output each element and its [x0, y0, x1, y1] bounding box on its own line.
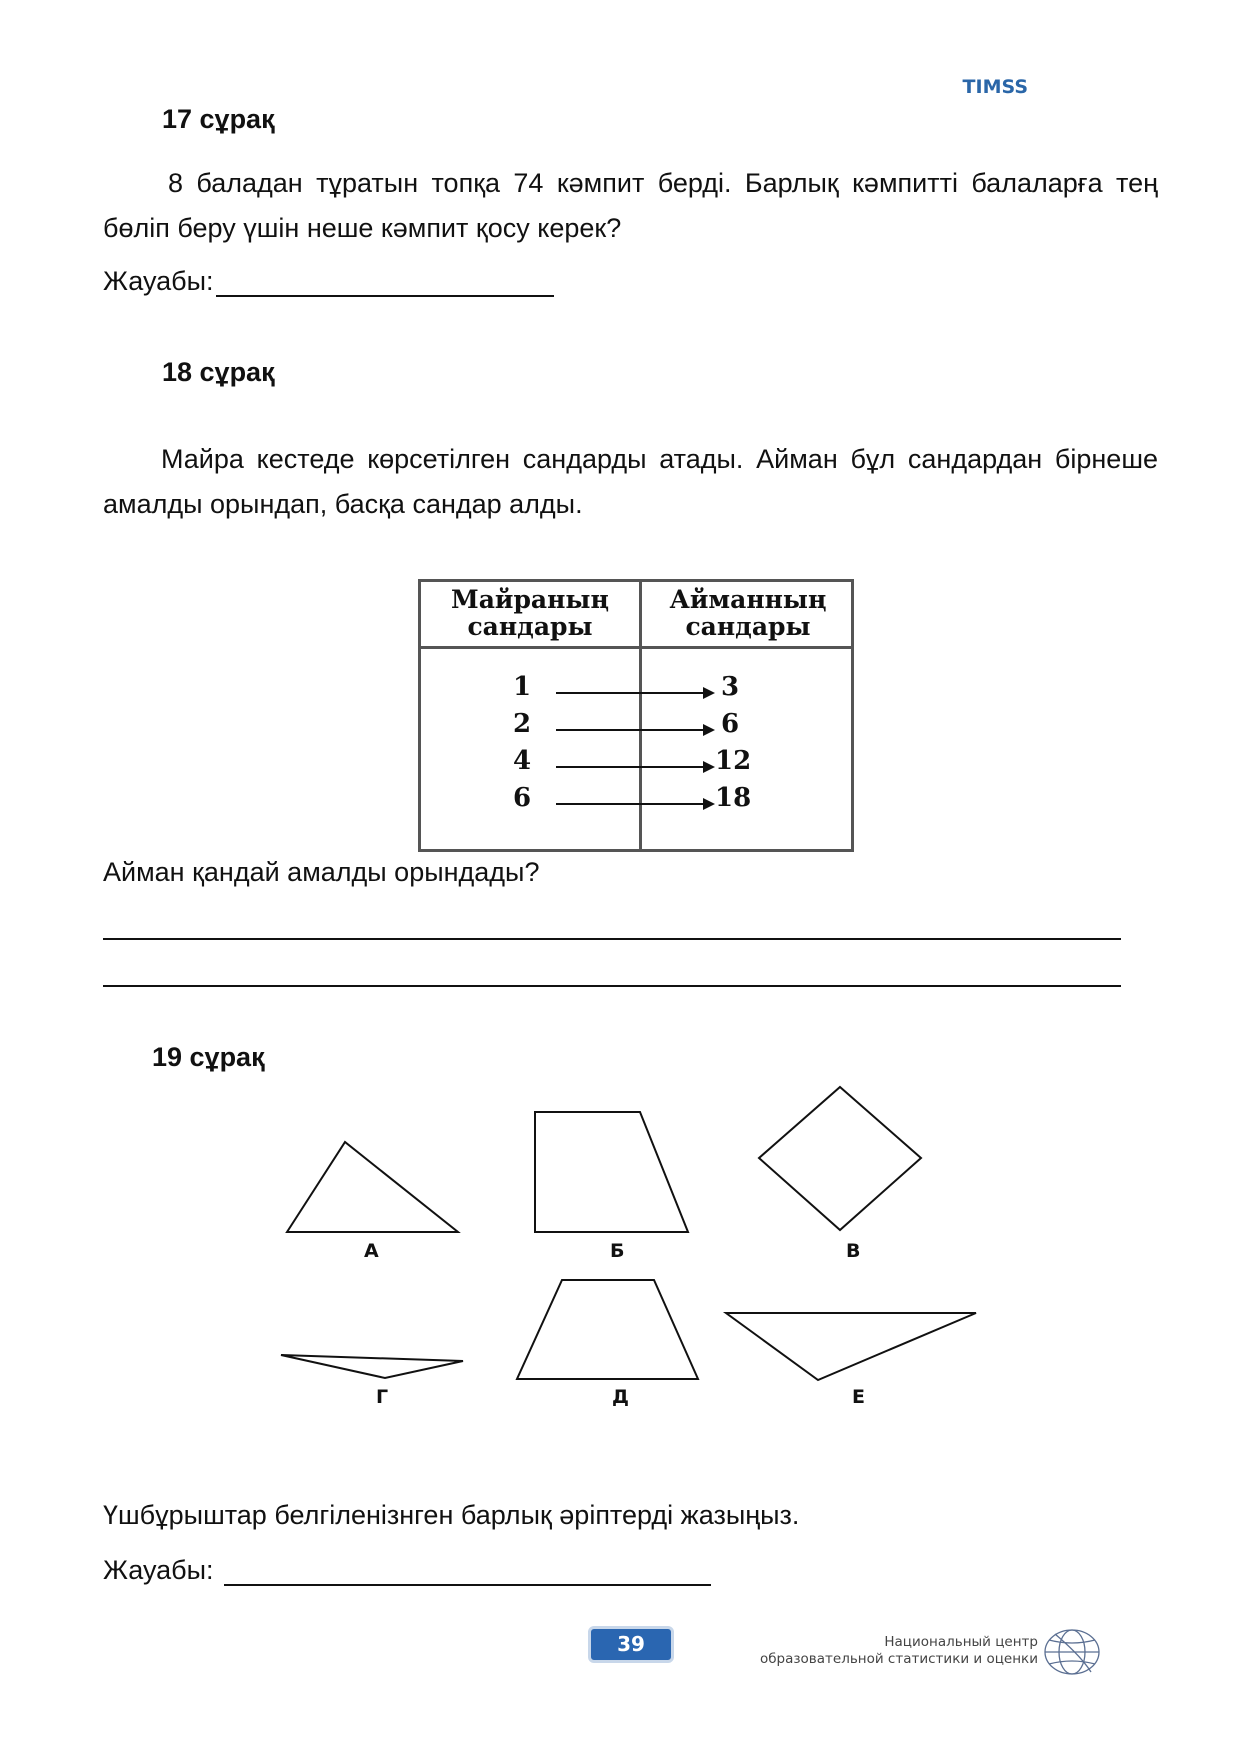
question-18-text: Майра кестеде көрсетілген сандарды атады. Айман бұл сандардан бірнеше амалды орындап, басқа сандар алды.	[103, 444, 1158, 519]
shape-a-triangle	[287, 1142, 458, 1232]
question-19-prompt: Үшбұрыштар белгіленізнген барлық әріптерді жазыңыз.	[103, 1500, 800, 1530]
org-line-2: образовательной статистики и оценки	[759, 1651, 1038, 1667]
org-line-1: Национальный центр	[884, 1634, 1038, 1650]
question-19-answer	[103, 1555, 711, 1586]
table-right-value: 12	[715, 746, 752, 776]
question-18-prompt: Айман қандай амалды орындады?	[103, 857, 540, 887]
header-right-line2: сандары	[685, 612, 811, 641]
table-right-value: 3	[721, 672, 740, 702]
question-19-title: 19 сұрақ	[152, 1042, 265, 1072]
header-tag: TIMSS	[962, 76, 1028, 98]
table-right-value: 6	[721, 709, 740, 739]
header-left-line2: сандары	[467, 612, 593, 641]
answer-label: Жауабы:	[103, 1555, 214, 1585]
shape-b-trapezoid	[535, 1112, 688, 1232]
shape-label-v: В	[846, 1240, 861, 1262]
answer-label: Жауабы:	[103, 266, 214, 296]
shape-v-rhombus	[759, 1087, 921, 1230]
shape-label-e: Е	[852, 1386, 865, 1408]
question-17-text: 8 баладан тұратын топқа 74 кәмпит берді. Барлық кәмпитті балаларға тең бөліп беру үшін неше кәмпит қосу керек?	[103, 168, 1158, 243]
table-left-value: 6	[513, 783, 532, 813]
shape-e-triangle	[726, 1313, 976, 1380]
shape-g-triangle	[281, 1355, 463, 1378]
shape-d-trapezoid	[517, 1280, 698, 1379]
table-left-value: 4	[513, 746, 532, 776]
answer-blank[interactable]	[224, 1558, 711, 1586]
table-left-value: 1	[513, 672, 532, 702]
shape-label-b: Б	[610, 1240, 625, 1262]
question-18-title: 18 сұрақ	[162, 357, 275, 387]
table-left-value: 2	[513, 709, 532, 739]
footer-organization	[760, 1634, 1038, 1668]
page-number-badge: 39	[588, 1626, 674, 1663]
shape-label-d: Д	[612, 1386, 629, 1408]
globe-icon	[1041, 1626, 1103, 1678]
question-17-title: 17 сұрақ	[162, 104, 275, 134]
table-right-value: 18	[715, 783, 752, 813]
shape-label-g: Г	[376, 1386, 389, 1408]
header-right-line1: Айманның	[669, 585, 827, 614]
header-left-line1: Майраның	[451, 585, 609, 614]
shape-label-a: А	[364, 1240, 379, 1262]
